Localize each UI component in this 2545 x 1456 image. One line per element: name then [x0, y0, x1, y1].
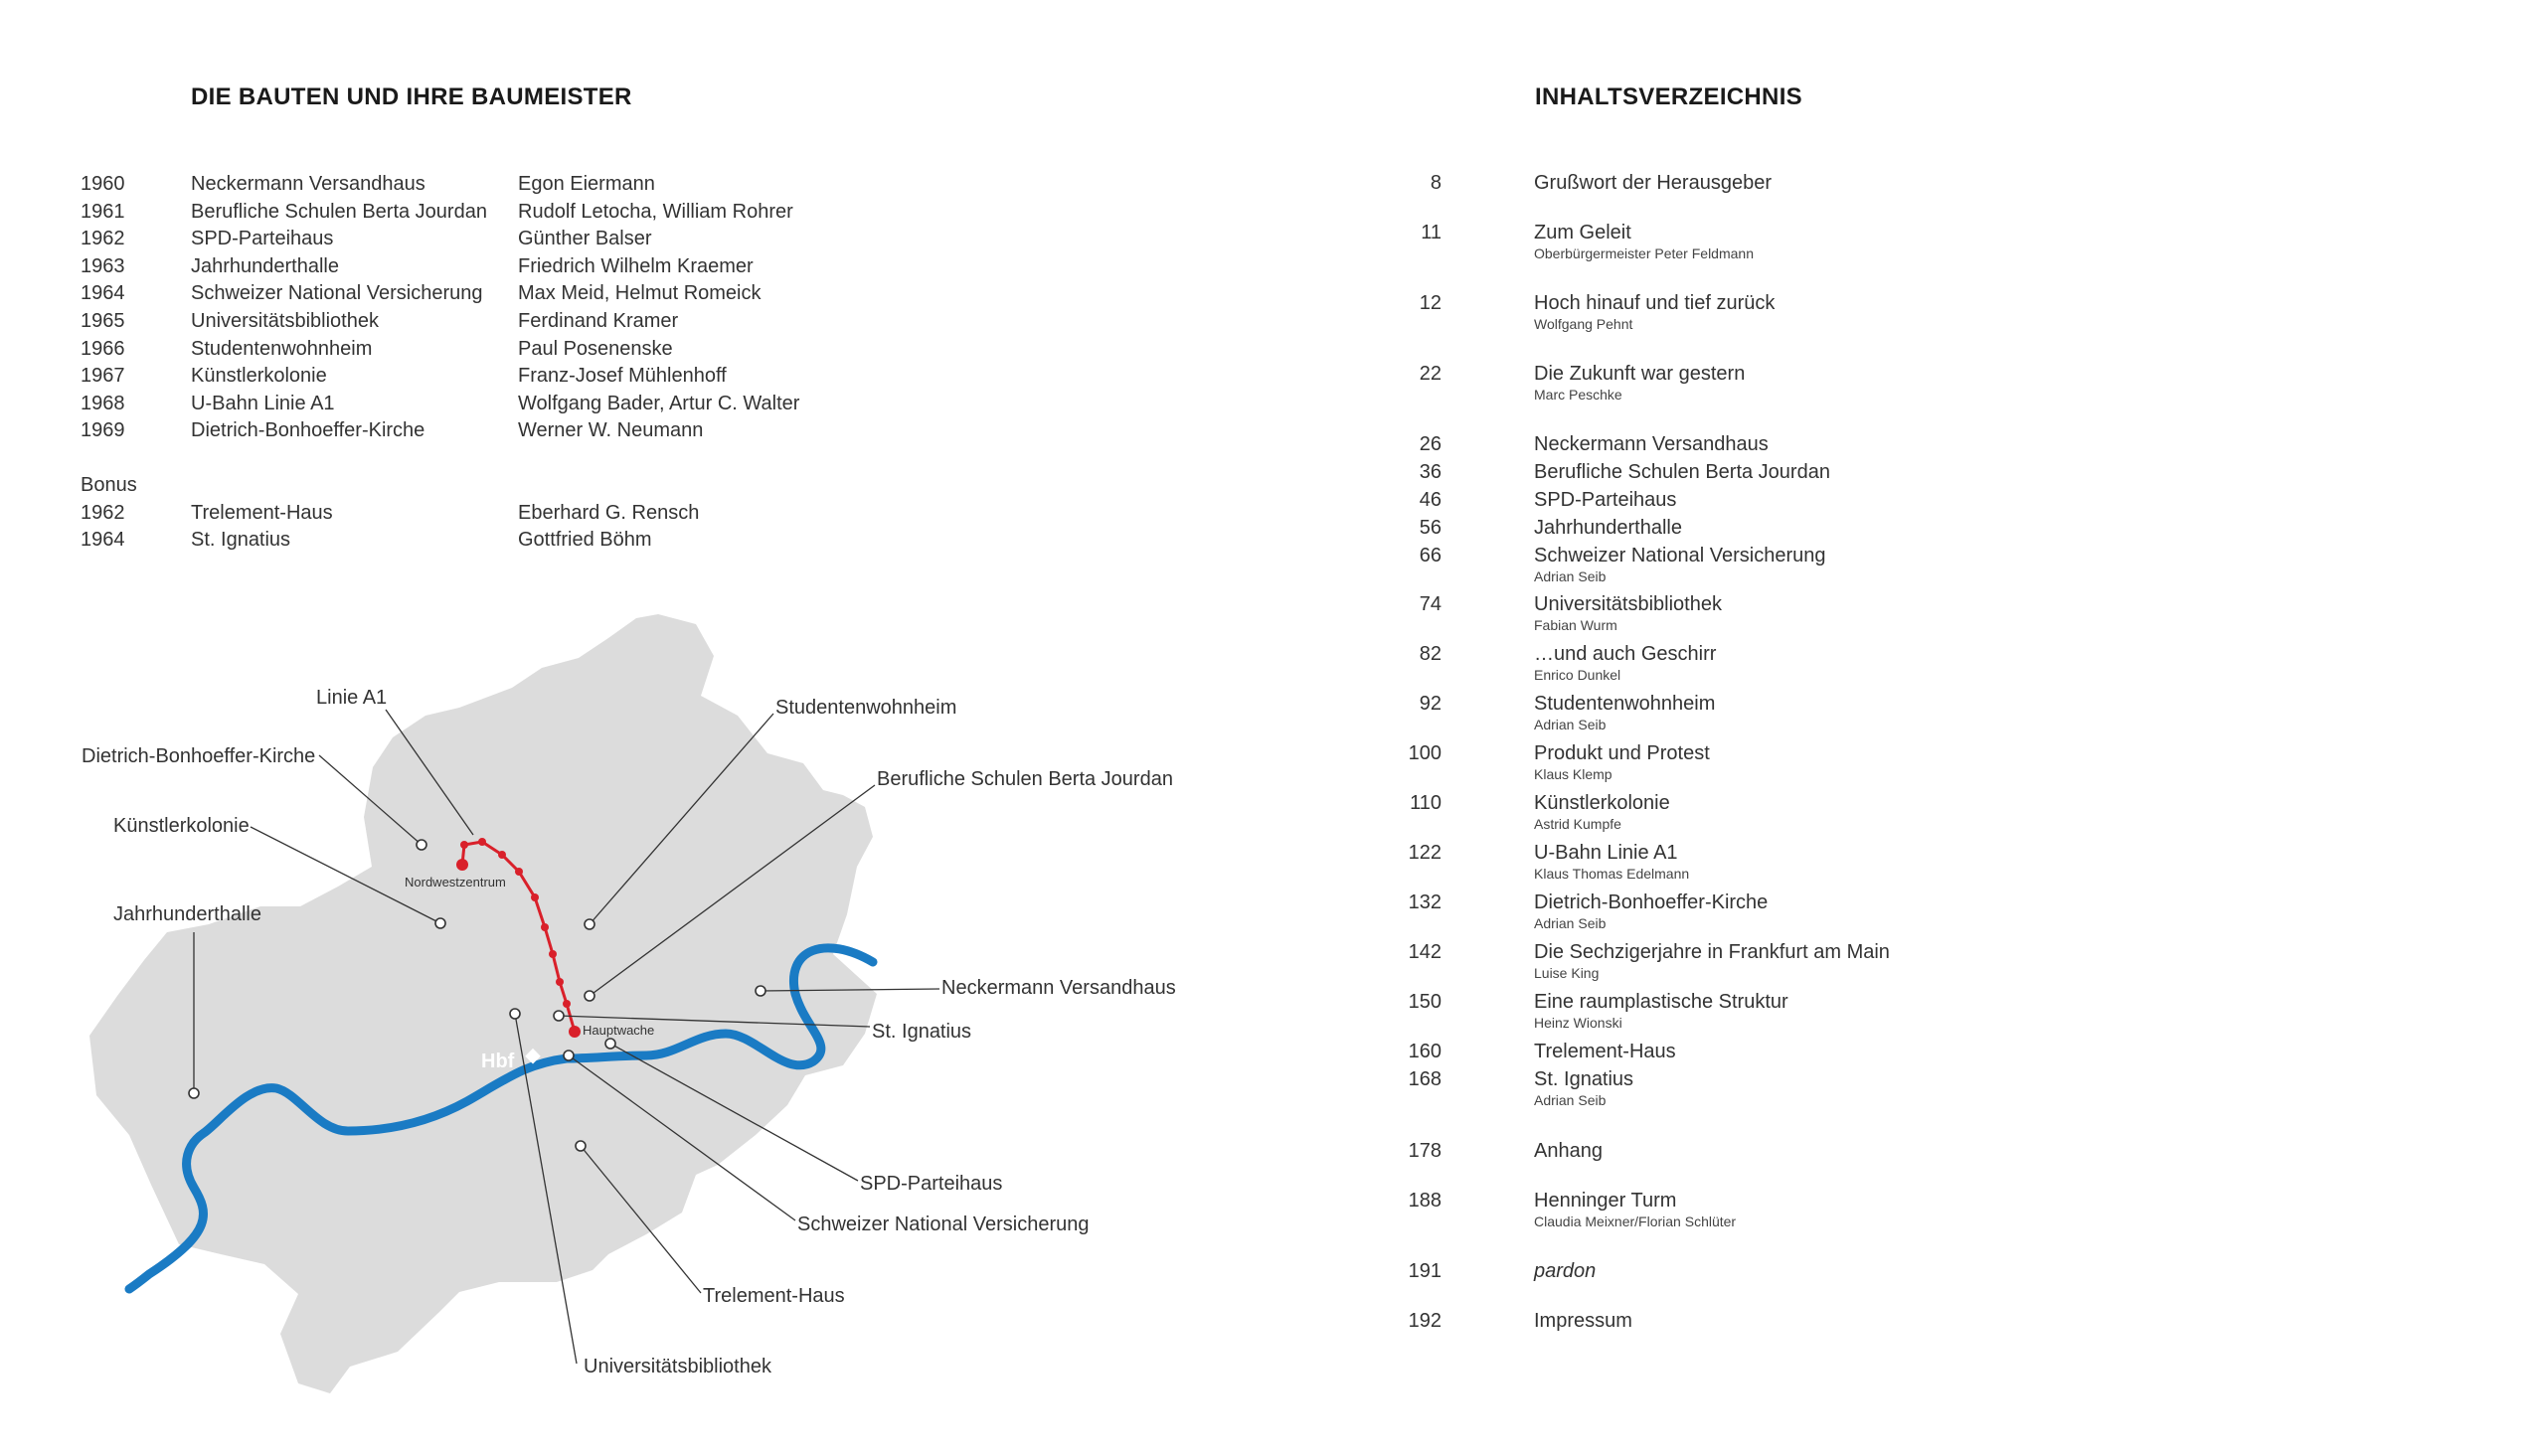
toc-title: U-Bahn Linie A1 — [1534, 842, 1678, 864]
toc-page-number: 12 — [1419, 292, 1442, 314]
building-architect: Friedrich Wilhelm Kraemer — [518, 254, 754, 277]
label-trelement-haus: Trelement-Haus — [703, 1285, 845, 1307]
toc-title: SPD-Parteihaus — [1534, 489, 1677, 511]
building-name: Dietrich-Bonhoeffer-Kirche — [191, 419, 425, 442]
building-architect: Max Meid, Helmut Romeick — [518, 282, 762, 305]
label-neckermann: Neckermann Versandhaus — [941, 977, 1176, 999]
building-architect: Paul Posenenske — [518, 337, 673, 360]
toc-page-number: 82 — [1419, 643, 1442, 665]
bonus-label: Bonus — [81, 473, 137, 496]
toc-page-number: 122 — [1408, 842, 1442, 864]
building-year: 1965 — [81, 309, 125, 332]
toc-title: Jahrhunderthalle — [1534, 517, 1682, 539]
toc-title: Schweizer National Versicherung — [1534, 545, 1826, 566]
toc-author: Oberbürgermeister Peter Feldmann — [1534, 245, 1754, 261]
building-year: 1962 — [81, 228, 125, 250]
toc-title: Dietrich-Bonhoeffer-Kirche — [1534, 891, 1769, 913]
toc-title: Die Zukunft war gestern — [1534, 363, 1746, 385]
toc-author: Klaus Klemp — [1534, 766, 1612, 782]
building-architect: Ferdinand Kramer — [518, 309, 679, 332]
toc-page-number: 168 — [1408, 1068, 1442, 1090]
toc-title: Zum Geleit — [1534, 222, 1631, 243]
frankfurt-map — [0, 0, 1253, 1456]
building-architect: Günther Balser — [518, 228, 652, 250]
toc-page-number: 150 — [1408, 991, 1442, 1013]
toc-title: Eine raumplastische Struktur — [1534, 991, 1788, 1013]
toc-author: Adrian Seib — [1534, 915, 1607, 931]
toc-title: Hoch hinauf und tief zurück — [1534, 292, 1776, 314]
building-name: Jahrhunderthalle — [191, 254, 339, 277]
label-hbf: Hbf — [481, 1051, 515, 1072]
building-year: 1966 — [81, 337, 125, 360]
toc-title: Studentenwohnheim — [1534, 693, 1716, 715]
building-name: Trelement-Haus — [191, 501, 333, 524]
building-architect: Egon Eiermann — [518, 173, 655, 195]
building-year: 1967 — [81, 365, 125, 388]
label-nordwestzentrum: Nordwestzentrum — [405, 875, 506, 890]
nordwestzentrum-stop — [456, 859, 468, 871]
toc-page-number: 56 — [1419, 517, 1442, 539]
toc-page-number: 110 — [1410, 792, 1442, 814]
label-st-ignatius: St. Ignatius — [872, 1021, 972, 1043]
toc-page-number: 142 — [1408, 941, 1442, 963]
building-name: Neckermann Versandhaus — [191, 173, 425, 195]
building-year: 1961 — [81, 200, 125, 223]
toc-author: Luise King — [1534, 965, 1600, 981]
toc-page-number: 74 — [1419, 593, 1442, 615]
toc-page-number: 178 — [1408, 1140, 1442, 1162]
building-architect: Eberhard G. Rensch — [518, 501, 700, 524]
toc-author: Adrian Seib — [1534, 568, 1607, 584]
toc-page-number: 100 — [1408, 742, 1442, 764]
toc-page-number: 26 — [1419, 433, 1442, 455]
toc-author: Fabian Wurm — [1534, 617, 1617, 633]
toc-title: Henninger Turm — [1534, 1190, 1677, 1212]
label-spd-parteihaus: SPD-Parteihaus — [860, 1173, 1003, 1195]
toc-author: Claudia Meixner/Florian Schlüter — [1534, 1213, 1737, 1229]
label-berufliche-schulen: Berufliche Schulen Berta Jourdan — [877, 768, 1173, 790]
label-linie-a1: Linie A1 — [316, 687, 388, 709]
toc-title: St. Ignatius — [1534, 1068, 1634, 1090]
building-name: Künstlerkolonie — [191, 365, 327, 388]
toc-page-number: 46 — [1419, 489, 1442, 511]
toc-page-number: 92 — [1419, 693, 1442, 715]
toc-title: Impressum — [1534, 1310, 1632, 1332]
building-name: St. Ignatius — [191, 529, 291, 552]
building-year: 1969 — [81, 419, 125, 442]
toc-title: Grußwort der Herausgeber — [1534, 172, 1772, 194]
building-year: 1963 — [81, 254, 125, 277]
building-name: U-Bahn Linie A1 — [191, 392, 335, 414]
toc-page-number: 192 — [1408, 1310, 1442, 1332]
toc-page-number: 188 — [1408, 1190, 1442, 1212]
toc-author: Wolfgang Pehnt — [1534, 316, 1633, 332]
toc-title: …und auch Geschirr — [1534, 643, 1717, 665]
toc-title: Künstlerkolonie — [1534, 792, 1670, 814]
building-year: 1968 — [81, 392, 125, 414]
building-architect: Gottfried Böhm — [518, 529, 652, 552]
toc-author: Adrian Seib — [1534, 1092, 1607, 1108]
label-hauptwache: Hauptwache — [583, 1023, 655, 1038]
toc-page-number: 160 — [1408, 1041, 1442, 1062]
toc-title: Produkt und Protest — [1534, 742, 1710, 764]
toc-author: Astrid Kumpfe — [1534, 816, 1621, 832]
toc-title: Berufliche Schulen Berta Jourdan — [1534, 461, 1830, 483]
toc-page-number: 22 — [1419, 363, 1442, 385]
toc-title: pardon — [1534, 1260, 1597, 1282]
label-schweizer: Schweizer National Versicherung — [797, 1213, 1090, 1235]
toc-page-number: 8 — [1430, 172, 1442, 194]
building-name: Studentenwohnheim — [191, 337, 373, 360]
toc-page-number: 132 — [1408, 891, 1442, 913]
toc-title: Anhang — [1534, 1140, 1603, 1162]
building-year: 1964 — [81, 282, 125, 305]
toc-title: Trelement-Haus — [1534, 1041, 1676, 1062]
building-name: SPD-Parteihaus — [191, 228, 334, 250]
label-dietrich-bonhoeffer-kirche: Dietrich-Bonhoeffer-Kirche — [82, 745, 316, 767]
label-jahrhunderthalle: Jahrhunderthalle — [113, 903, 261, 925]
building-name: Universitätsbibliothek — [191, 309, 379, 332]
buildings-heading: DIE BAUTEN UND IHRE BAUMEISTER — [191, 83, 632, 110]
label-studentenwohnheim: Studentenwohnheim — [775, 697, 957, 719]
toc-page-number: 191 — [1408, 1260, 1442, 1282]
toc-title: Die Sechzigerjahre in Frankfurt am Main — [1534, 941, 1890, 963]
building-year: 1964 — [81, 529, 125, 552]
building-architect: Wolfgang Bader, Artur C. Walter — [518, 392, 800, 414]
building-name: Berufliche Schulen Berta Jourdan — [191, 200, 487, 223]
toc-heading: INHALTSVERZEICHNIS — [1535, 83, 1802, 110]
toc-title: Universitätsbibliothek — [1534, 593, 1722, 615]
toc-author: Adrian Seib — [1534, 717, 1607, 732]
toc-author: Marc Peschke — [1534, 387, 1622, 403]
toc-title: Neckermann Versandhaus — [1534, 433, 1769, 455]
label-kuenstlerkolonie: Künstlerkolonie — [113, 815, 250, 837]
toc-author: Klaus Thomas Edelmann — [1534, 866, 1690, 882]
label-universitaetsbibliothek: Universitätsbibliothek — [584, 1356, 771, 1377]
toc-page-number: 11 — [1421, 222, 1442, 243]
building-architect: Franz-Josef Mühlenhoff — [518, 365, 727, 388]
toc-page-number: 36 — [1419, 461, 1442, 483]
hauptwache-stop — [569, 1026, 581, 1038]
building-architect: Rudolf Letocha, William Rohrer — [518, 200, 793, 223]
toc-author: Enrico Dunkel — [1534, 667, 1621, 683]
building-year: 1960 — [81, 173, 125, 195]
toc-author: Heinz Wionski — [1534, 1015, 1622, 1031]
building-architect: Werner W. Neumann — [518, 419, 704, 442]
toc-page-number: 66 — [1419, 545, 1442, 566]
building-year: 1962 — [81, 501, 125, 524]
building-name: Schweizer National Versicherung — [191, 282, 483, 305]
